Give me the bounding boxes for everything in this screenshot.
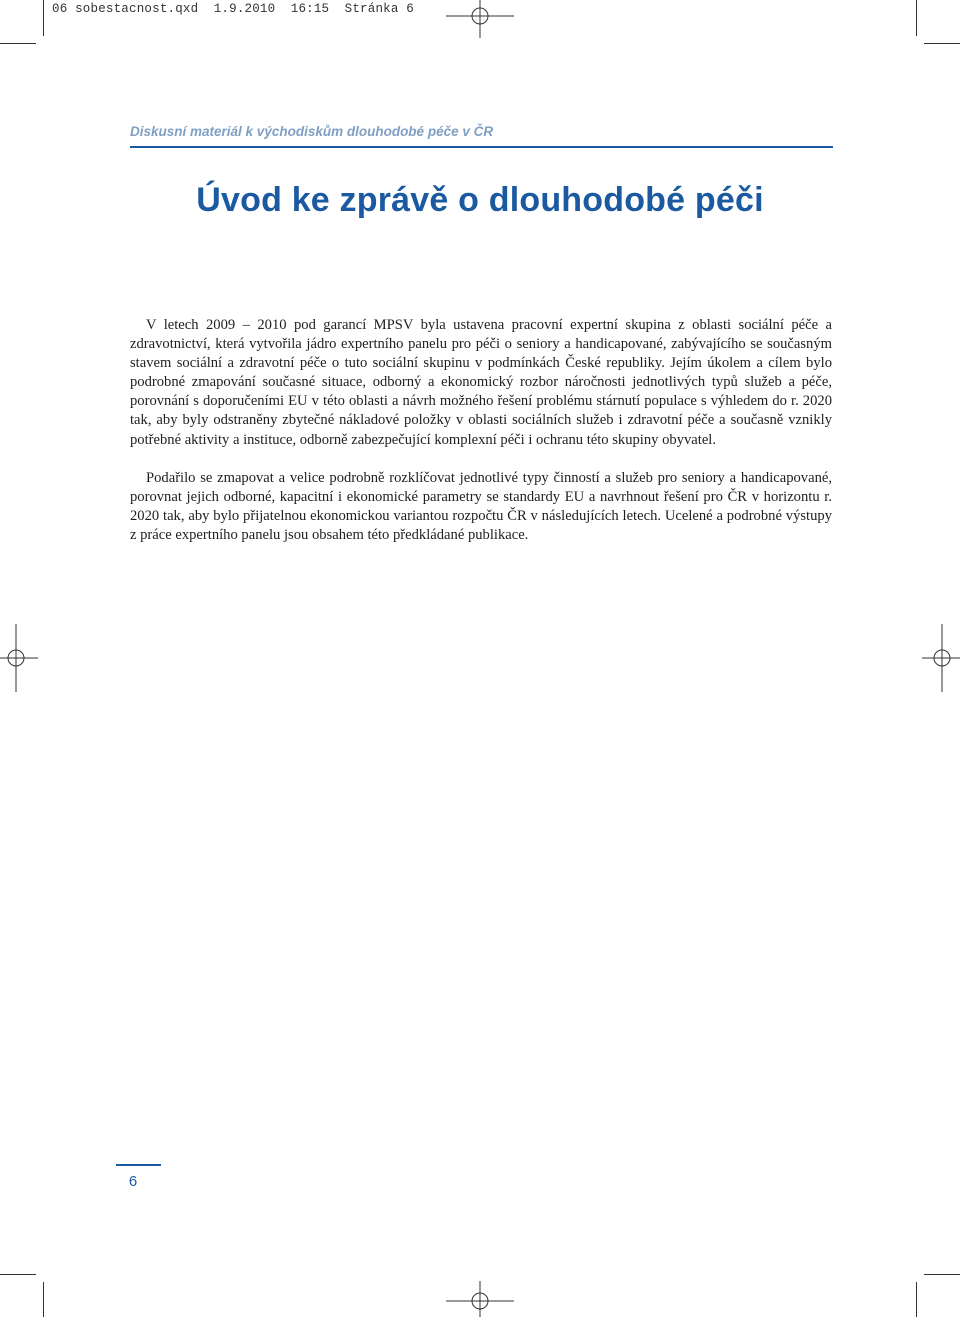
article-body [130, 316, 832, 545]
page-title: Úvod ke zprávě o dlouhodobé péči [196, 181, 764, 219]
crop-mark-bottom-left [0, 1275, 44, 1317]
folio-rule [116, 1164, 161, 1166]
registration-mark-right [922, 624, 960, 692]
crop-mark-bottom-right [917, 1275, 960, 1317]
crop-mark-top-left [0, 0, 44, 44]
registration-mark-bottom [446, 1281, 514, 1317]
registration-mark-left [0, 624, 38, 692]
print-slug: 06 sobestacnost.qxd 1.9.2010 16:15 Stránka 6 [52, 2, 414, 16]
paragraph: V letech 2009 – 2010 pod garancí MPSV byla ustavena pracovní expertní skupina z oblasti sociální péče a zdravotnictví, která vytvořila jádro expertního panelu pro péči o seniory a handicapované, zabývajícího se současným stavem sociální a zdravotní péče o tuto sociální skupinu v podmínkách České republiky. Jejím úkolem a cílem bylo podrobné zmapování současné situace, odborný a ekonomický rozbor náročnosti jednotlivých typů služeb a péče, porovnání s doporučeními EU v této oblasti a návrh možného řešení problému stárnutí populace s výhledem do r. 2020 tak, aby byly odstraněny zbytečné nákladové položky v oblasti sociálních služeb i zdravotní péče a současně vznikly potřebné aktivity a instituce, odborně zabezpečující komplexní péči i ochranu této skupiny obyvatel. [130, 317, 832, 448]
running-header: Diskusní materiál k východiskům dlouhodobé péče v ČR [130, 124, 494, 139]
crop-mark-top-right [917, 0, 960, 44]
header-rule [130, 146, 833, 148]
paragraph: Podařilo se zmapovat a velice podrobně rozklíčovat jednotlivé typy činností a služeb pro seniory a handicapované, porovnat jejich odborné, kapacitní i ekonomické parametry se standardy EU a navrhnout řešení pro ČR v horizontu r. 2020 tak, aby bylo přijatelnou ekonomickou variantou rozpočtu ČR v následujících letech. Ucelené a podrobné výstupy z práce expertního panelu jsou obsahem této předkládané publikace. [130, 469, 832, 543]
page-number: 6 [128, 1173, 138, 1190]
registration-mark-top [446, 0, 514, 38]
